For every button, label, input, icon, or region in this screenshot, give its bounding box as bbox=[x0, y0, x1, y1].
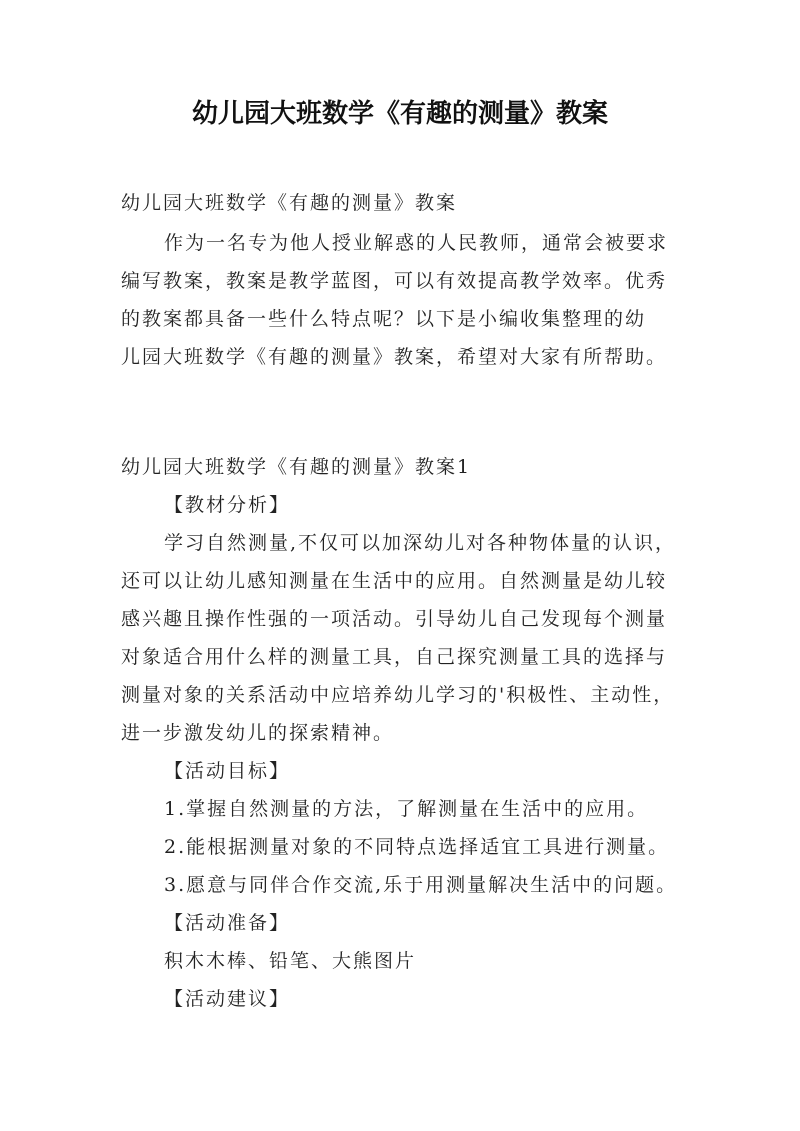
document-title: 幼儿园大班数学《有趣的测量》教案 bbox=[191, 99, 608, 129]
analysis-line: 进一步激发幼儿的探索精神。 bbox=[121, 722, 395, 744]
prep-text: 积木木棒、铅笔、大熊图片 bbox=[164, 950, 417, 972]
section-title: 幼儿园大班数学《有趣的测量》教案1 bbox=[121, 456, 472, 478]
analysis-heading: 【教材分析】 bbox=[164, 494, 291, 516]
prep-heading: 【活动准备】 bbox=[164, 912, 291, 934]
intro-line: 的教案都具备一些什么特点呢？以下是小编收集整理的幼 bbox=[121, 308, 647, 330]
goal-item: 3.愿意与同伴合作交流,乐于用测量解决生活中的问题。 bbox=[164, 874, 678, 896]
analysis-line: 对象适合用什么样的测量工具，自己探究测量工具的选择与 bbox=[121, 646, 668, 668]
suggest-heading: 【活动建议】 bbox=[164, 988, 291, 1010]
goal-item: 2.能根据测量对象的不同特点选择适宜工具进行测量。 bbox=[164, 836, 670, 858]
document-subtitle: 幼儿园大班数学《有趣的测量》教案 bbox=[121, 192, 458, 214]
intro-line: 儿园大班数学《有趣的测量》教案，希望对大家有所帮助。 bbox=[121, 346, 668, 368]
analysis-line: 学习自然测量,不仅可以加深幼儿对各种物体量的认识， bbox=[164, 532, 677, 554]
analysis-line: 还可以让幼儿感知测量在生活中的应用。自然测量是幼儿较 bbox=[121, 570, 668, 592]
intro-line: 编写教案，教案是教学蓝图，可以有效提高教学效率。优秀 bbox=[121, 270, 668, 292]
analysis-line: 感兴趣且操作性强的一项活动。引导幼儿自己发现每个测量 bbox=[121, 608, 668, 630]
intro-line: 作为一名专为他人授业解惑的人民教师，通常会被要求 bbox=[164, 232, 669, 254]
analysis-line: 测量对象的关系活动中应培养幼儿学习的'积极性、主动性， bbox=[121, 684, 675, 706]
goal-item: 1.掌握自然测量的方法，了解测量在生活中的应用。 bbox=[164, 798, 649, 820]
goals-heading: 【活动目标】 bbox=[164, 760, 291, 782]
